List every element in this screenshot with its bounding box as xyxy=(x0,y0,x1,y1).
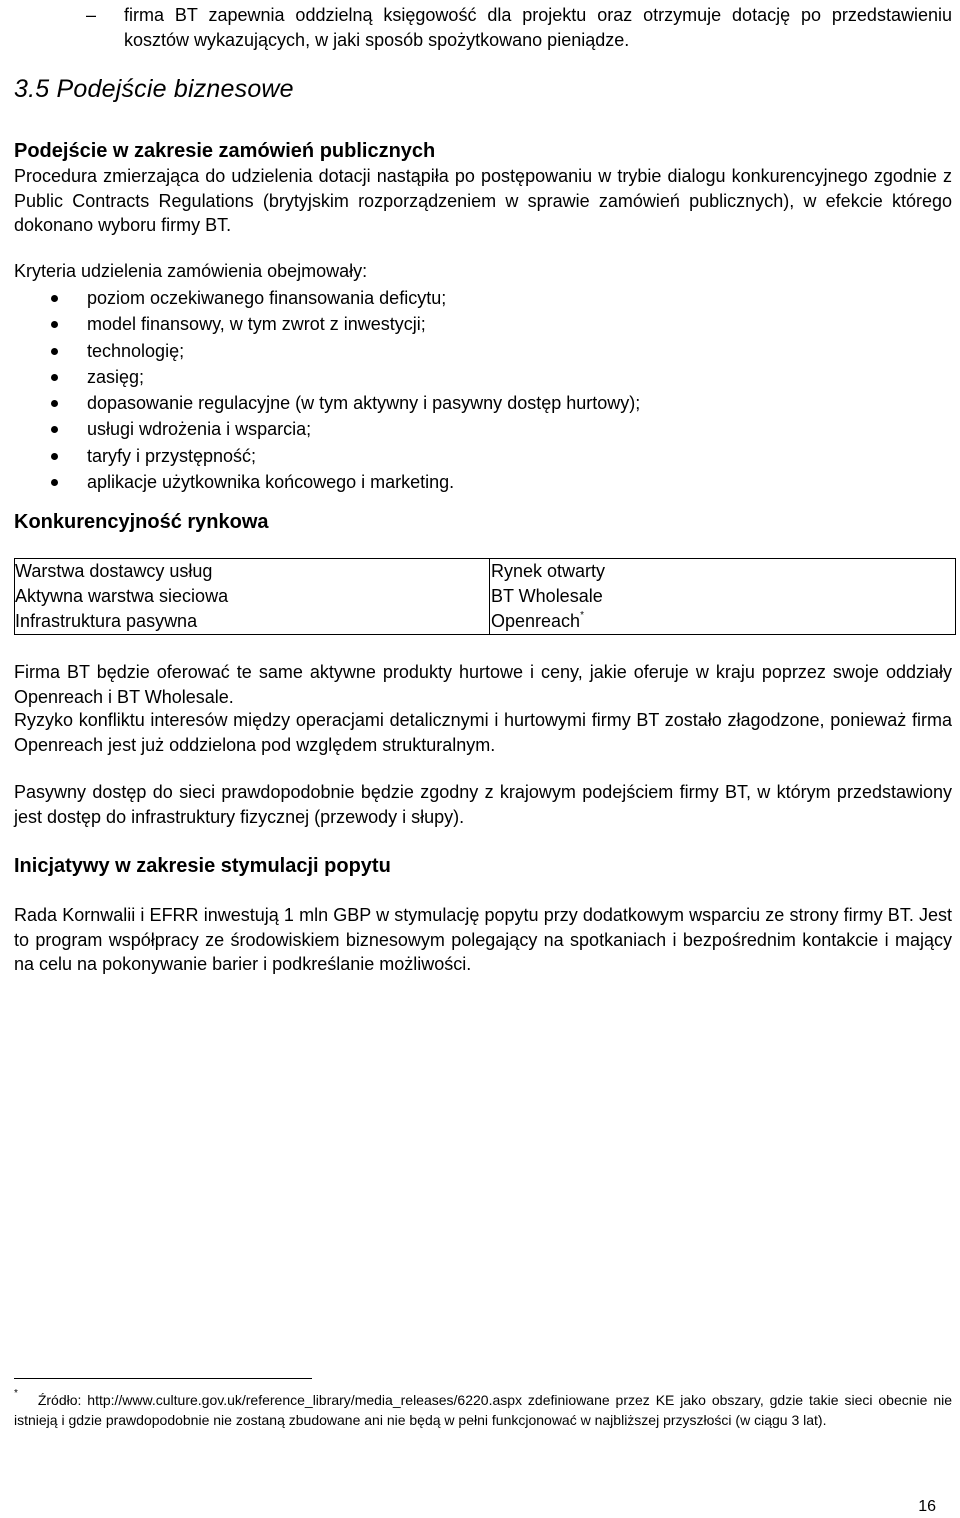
dash-list-item xyxy=(14,3,952,52)
footnote-text: Źródło: http://www.culture.gov.uk/reference_library/media_releases/6220.aspx zdefiniowane przez KE jako obszary, gdzie takie sieci obecnie nie istnieją i gdzie prawdopodobnie nie zostaną zbudowane ani nie będą w pełni funkcjonować w najbliższej przyszłości (w ciągu 3 lat). xyxy=(14,1392,953,1428)
list-item-text: technologię; xyxy=(87,340,185,361)
bullet-icon xyxy=(51,426,58,433)
bullet-icon xyxy=(51,453,58,460)
list-item xyxy=(14,338,952,364)
table-cell: Infrastruktura pasywna xyxy=(15,609,490,635)
list-item xyxy=(14,364,952,390)
list-item xyxy=(14,416,952,442)
procurement-heading: Podejście w zakresie zamówień publicznych xyxy=(14,140,436,162)
table-cell: Rynek otwarty xyxy=(491,561,606,581)
list-item xyxy=(14,285,952,311)
table-cell: BT Wholesale xyxy=(491,586,603,606)
bullet-icon xyxy=(51,479,58,486)
list-item-text: usługi wdrożenia i wsparcia; xyxy=(87,419,312,440)
bullet-icon xyxy=(51,295,58,302)
list-item-text: taryfy i przystępność; xyxy=(87,445,257,466)
bullet-icon xyxy=(51,321,58,328)
openreach-label: Openreach xyxy=(491,611,581,631)
section-title xyxy=(14,74,294,104)
list-item-text: zasięg; xyxy=(87,366,145,387)
market-layers-table xyxy=(14,558,956,635)
criteria-list xyxy=(14,285,952,495)
list-item-text: poziom oczekiwanego finansowania deficytu; xyxy=(87,288,447,308)
footnote-separator xyxy=(14,1378,312,1379)
list-item xyxy=(14,311,952,337)
list-item-text: aplikacje użytkownika końcowego i marketing. xyxy=(87,472,455,493)
list-item-text: model finansowy, w tym zwrot z inwestycji; xyxy=(87,314,426,335)
table-row xyxy=(15,559,956,585)
procurement-paragraph: Procedura zmierzająca do udzielenia dotacji nastąpiła po postępowaniu w trybie dialogu konkurencyjnego zgodnie z Public Contracts Regulations (brytyjskim rozporządzeniem w sprawie zamówień publicznych), w efekcie którego dokonano wyboru firmy BT. xyxy=(14,166,952,235)
dash-marker: – xyxy=(86,5,97,25)
list-item xyxy=(14,390,952,416)
footnote-marker: * xyxy=(14,1388,18,1399)
competition-paragraph-1: Firma BT będzie oferować te same aktywne produkty hurtowe i ceny, jakie oferuje w kraju poprzez swoje oddziały Openreach i BT Wholesale. xyxy=(14,662,952,707)
table-row xyxy=(15,584,956,609)
table-cell xyxy=(490,609,956,635)
table-cell: Warstwa dostawcy usług xyxy=(15,559,490,585)
competition-paragraph-2: Ryzyko konfliktu interesów między operacjami detalicznymi i hurtowymi firmy BT zostało złagodzone, ponieważ firma Openreach jest już oddzielona pod względem strukturalnym. xyxy=(14,710,952,755)
document-page xyxy=(14,0,952,1518)
section-title-text: Podejście biznesowe xyxy=(56,75,294,103)
initiatives-heading: Inicjatywy w zakresie stymulacji popytu xyxy=(14,855,391,877)
list-item-text: dopasowanie regulacyjne (w tym aktywny i pasywny dostęp hurtowy); xyxy=(87,393,641,414)
competition-heading: Konkurencyjność rynkowa xyxy=(14,511,269,533)
list-item xyxy=(14,443,952,469)
bullet-icon xyxy=(51,400,58,407)
list-item xyxy=(14,469,952,495)
bullet-icon xyxy=(51,374,58,381)
footnote-reference[interactable]: * xyxy=(580,610,584,621)
section-number: 3.5 xyxy=(14,75,50,103)
competition-paragraph-3: Pasywny dostęp do sieci prawdopodobnie będzie zgodny z krajowym podejściem firmy BT, w którym przedstawiony jest dostęp do infrastruktury fizycznej (przewody i słupy). xyxy=(14,782,952,827)
footnote xyxy=(14,1390,952,1430)
table-row xyxy=(15,609,956,635)
criteria-intro: Kryteria udzielenia zamówienia obejmowały: xyxy=(14,261,368,281)
bullet-icon xyxy=(51,348,58,355)
initiatives-paragraph: Rada Kornwalii i EFRR inwestują 1 mln GBP w stymulację popytu przy dodatkowym wsparciu ze strony firmy BT. Jest to program współpracy ze środowiskiem biznesowym polegający na spotkaniach i bezpośrednim kontakcie i mający na celu na pokonywanie barier i podkreślanie możliwości. xyxy=(14,905,952,974)
page-number: 16 xyxy=(918,1498,936,1515)
dash-item-text: firma BT zapewnia oddzielną księgowość dla projektu oraz otrzymuje dotację po przedstawieniu kosztów wykazujących, w jaki sposób spożytkowano pieniądze. xyxy=(124,5,952,50)
table-cell: Aktywna warstwa sieciowa xyxy=(15,584,490,609)
